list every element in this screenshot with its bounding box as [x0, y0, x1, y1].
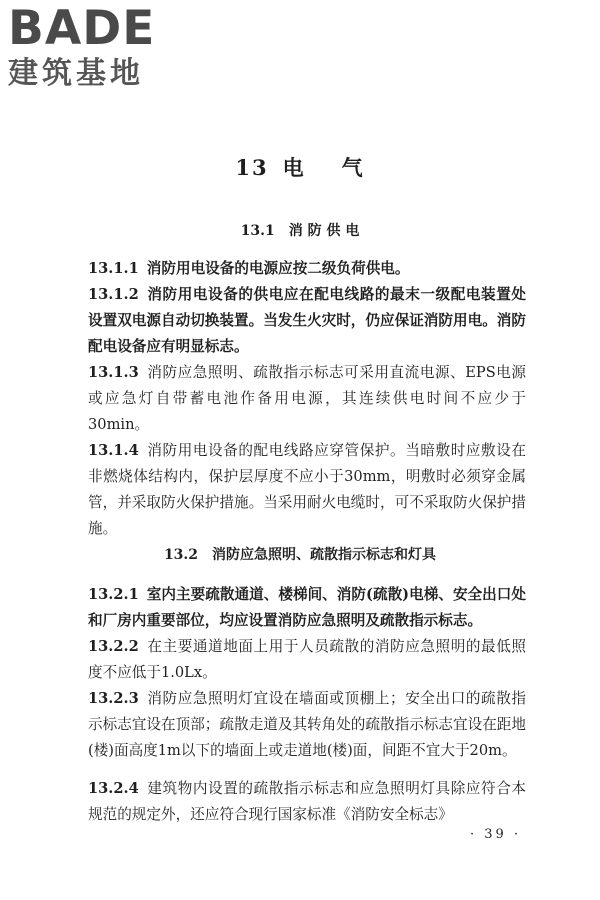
clause-number: 13.1.4: [88, 442, 139, 459]
section-heading: [0, 220, 600, 240]
clause: [88, 582, 526, 634]
clause: [88, 256, 526, 282]
chapter-title-part1: 电: [282, 155, 306, 180]
clause-number: 13.1.2: [88, 286, 139, 303]
clause: [88, 686, 526, 764]
section-number: 13.1: [240, 223, 275, 239]
clause-text: 消防用电设备的配电线路应穿管保护。当暗敷时应敷设在非燃烧体结构内，保护层厚度不应小于30mm，明敷时必须穿金属管，并采取防火保护措施。当采用耐火电缆时，可不采取防火保护措施。: [88, 442, 526, 537]
clause-text: 消防应急照明、疏散指示标志可采用直流电源、EPS电源或应急灯自带蓄电池作备用电源，其连续供电时间不应少于30min。: [88, 364, 526, 433]
clause-text: 建筑物内设置的疏散指示标志和应急照明灯具除应符合本规范的规定外，还应符合现行国家标准《消防安全标志》: [88, 780, 526, 823]
clause-number: 13.2.2: [88, 638, 139, 655]
clause: [88, 634, 526, 686]
clause: [88, 360, 526, 438]
logo: [8, 1, 183, 92]
section-title: 消 防 供 电: [288, 223, 360, 239]
chapter-title: [0, 152, 600, 182]
clause: [88, 776, 526, 828]
clause-number: 13.1.1: [88, 260, 139, 277]
clause-text: 消防应急照明灯宜设在墙面或顶棚上；安全出口的疏散指示标志宜设在顶部；疏散走道及其转角处的疏散指示标志宜设在距地(楼)面高度1m以下的墙面上或走道地(楼)面，间距不宜大于20m。: [88, 690, 526, 759]
clause-text: 消防用电设备的供电应在配电线路的最末一级配电装置处设置双电源自动切换装置。当发生火灾时，仍应保证消防用电。消防配电设备应有明显标志。: [88, 286, 526, 355]
clause-number: 13.2.3: [88, 690, 139, 707]
section-heading: [0, 544, 600, 564]
logo-subtitle: 建筑基地: [8, 56, 144, 91]
clause-number: 13.2.4: [88, 780, 139, 797]
logo-brand-text: BADE: [8, 1, 156, 56]
clause-number: 13.2.1: [88, 586, 139, 603]
chapter-title-part2: 气: [341, 155, 365, 180]
clause: [88, 282, 526, 360]
chapter-number: 13: [235, 155, 269, 180]
section-number: 13.2: [163, 547, 199, 563]
page-number: · 39 ·: [470, 827, 522, 842]
clause-text: 室内主要疏散通道、楼梯间、消防(疏散)电梯、安全出口处和厂房内重要部位，均应设置消防应急照明及疏散指示标志。: [88, 586, 526, 629]
section-title: 消防应急照明、疏散指示标志和灯具: [212, 547, 437, 563]
clause-text: 在主要通道地面上用于人员疏散的消防应急照明的最低照度不应低于1.0Lx。: [88, 638, 526, 681]
clause-number: 13.1.3: [88, 364, 139, 381]
clause-text: 消防用电设备的电源应按二级负荷供电。: [146, 260, 410, 277]
clause: [88, 438, 526, 542]
